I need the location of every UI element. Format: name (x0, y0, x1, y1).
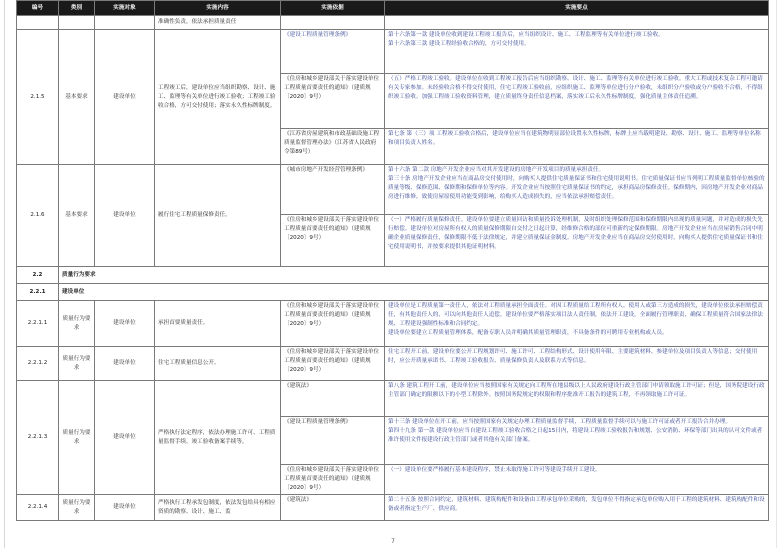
table-row (17, 301, 769, 347)
category-cell: 质量行为要求 (59, 301, 95, 347)
document-page (16, 0, 770, 548)
basis-cell: 《住房和城乡建设部关于落实建设单位工程质量首要责任的通知》（建质规〔2020〕9号） (281, 347, 385, 381)
key-points-cell: 第七条 第（三）项 工程竣工验收合格后，建设单位应当在建筑物明显部位设置永久性标牌，标牌上应当载明建设、勘察、设计、施工、监理等单位名称和项目负责人姓名。 (385, 129, 769, 165)
right-margin-line (776, 0, 777, 548)
table-row (17, 165, 769, 215)
table-row (17, 347, 769, 381)
table-row (17, 381, 769, 417)
header-basis: 实施依据 (281, 1, 385, 16)
content-cell: 工程竣工后，建设单位应当组织勘察、设计、施工、监理等有关单位进行竣工验收；工程竣工验收合格，方可交付使用；落实永久性标牌制度。 (155, 30, 281, 165)
basis-cell: 《城市房地产开发经营管理条例》 (281, 165, 385, 215)
key-points-cell: （一）建设单位要严格履行基本建设程序，禁止未取得施工许可等建设手续开工建设。 (385, 465, 769, 495)
header-category: 类别 (59, 1, 95, 16)
basis-cell: 《建设工程质量管理条例》 (281, 30, 385, 74)
row-number: 2.2.1.3 (17, 381, 59, 495)
page-number: 7 (391, 538, 395, 545)
header-no: 编号 (17, 1, 59, 16)
row-number: 2.2.1.4 (17, 495, 59, 521)
table-row (17, 30, 769, 74)
content-cell: 履行住宅工程质量保修责任。 (155, 165, 281, 267)
content-cell: 严格执行工程承发包制度，依法发包给具有相应资质的勘察、设计、施工、监 (155, 495, 281, 521)
basis-cell: 《住房和城乡建设部关于落实建设单位工程质量首要责任的通知》（建质规〔2020〕9号） (281, 301, 385, 347)
table-row (17, 495, 769, 521)
table-header-row (17, 1, 769, 16)
basis-cell: 《建设工程质量管理条例》 (281, 417, 385, 465)
category-cell: 质量行为要求 (59, 347, 95, 381)
section-row (17, 284, 769, 301)
target-cell: 建设单位 (95, 381, 155, 495)
section-number: 2.2.1 (17, 284, 59, 301)
implementation-table (16, 0, 769, 521)
left-margin-line (4, 0, 5, 548)
table-row (17, 16, 769, 30)
basis-cell: 《江苏省房屋建筑和市政基础设施工程质量监督管理办法》（江苏省人民政府令第89号） (281, 129, 385, 165)
basis-cell: 《建筑法》 (281, 495, 385, 521)
category-cell: 基本要求 (59, 165, 95, 267)
key-points-cell: 住宅工程开工前，建设单位要公开工程规划许可、施工许可、工程结构形式、设计使用年限、主要建筑材料、参建单位及项目负责人等信息；交付使用时，应公开质量承诺书、工程竣工验收报告、质量保修负责人及联系方式等信息。 (385, 347, 769, 381)
header-content: 实施内容 (155, 1, 281, 16)
target-cell: 建设单位 (95, 495, 155, 521)
section-title: 质量行为要求 (59, 267, 769, 284)
category-cell: 质量行为要求 (59, 381, 95, 495)
target-cell: 建设单位 (95, 347, 155, 381)
category-cell: 质量行为要求 (59, 495, 95, 521)
category-cell: 基本要求 (59, 30, 95, 165)
content-cell: 承担首要质量责任。 (155, 301, 281, 347)
content-cell: 住宅工程质量信息公开。 (155, 347, 281, 381)
content-cell: 准确性负责，依法承担质量责任 (155, 16, 281, 30)
target-cell: 建设单位 (95, 301, 155, 347)
section-title: 建设单位 (59, 284, 769, 301)
basis-cell: 《住房和城乡建设部关于落实建设单位工程质量首要责任的通知》（建质规〔2020〕9号） (281, 74, 385, 129)
key-points-cell: 第十六条第一款 建设单位收到建设工程竣工报告后，应当组织设计、施工、工程监理等有关单位进行竣工验收。 第十六条第三款 建设工程经验收合格的，方可交付使用。 (385, 30, 769, 74)
basis-cell: 《住房和城乡建设部关于落实建设单位工程质量首要责任的通知》（建质规〔2020〕9号） (281, 465, 385, 495)
key-points-cell: 建设单位是工程质量第一责任人，依法对工程质量承担全面责任。对因工程质量给工程所有权人、使用人或第三方造成的损失，建设单位依法承担赔偿责任，有其他责任人的，可以向其他责任人追偿。建设单位要严格落实项目法人责任制，依法开工建设，全面履行管理职责，确保工程质量符合国家法律法规、工程建设强制性标准和合同约定。 建设单位要建立工程质量管理体系，配备专职人员并明确其质量管理职责，不具备条件的可聘用专业机构或人员。 (385, 301, 769, 347)
target-cell: 建设单位 (95, 165, 155, 267)
row-number: 2.1.6 (17, 165, 59, 267)
section-number: 2.2 (17, 267, 59, 284)
basis-cell: 《建筑法》 (281, 381, 385, 417)
row-number: 2.1.5 (17, 30, 59, 165)
header-target: 实施对象 (95, 1, 155, 16)
key-points-cell: （一）严格履行质量保修责任。建设单位要建立质量回访和质量投诉处理机制，及时组织处理保修范围和保修期限内出现的质量问题，并对造成的损失先行赔偿。建设单位对房屋所有权人的质量保修期限自交付之日起计算，经维修合格的部位可重新约定保修期限。房地产开发企业应当在房屋销售合同中明确企业质量保修责任，保修期限不低于法律规定，并建立质量保证金制度。房地产开发企业应当在商品房交付使用时，向购买人提供住宅质量保证书和住宅使用说明书，并按要求提供其他证明材料。 (385, 215, 769, 267)
key-points-cell: 第十六条 第二款 房地产开发企业应当对其开发建设的房地产开发项目的质量承担责任。 第三十条 房地产开发企业应当在商品房交付使用时，向购买人提供住宅质量保证书和住宅使用说明书。住宅质量保证书应当列明工程质量监督单位核验的质量等级、保修范围、保修期和保修单位等内容。开发企业应当按照住宅质量保证书的约定，承担商品房保修责任。保修期内，因房地产开发企业对商品房进行维修，致使房屋原使用功能受到影响，给购买人造成损失的，应当依法承担赔偿责任。 (385, 165, 769, 215)
target-cell: 建设单位 (95, 30, 155, 165)
key-points-cell: 第二十五条 按照合同约定，建筑材料、建筑构配件和设备由工程承包单位采购的，发包单位不得指定承包单位购入用于工程的建筑材料、建筑构配件和设备或者指定生产厂、供应商。 (385, 495, 769, 521)
row-number: 2.2.1.2 (17, 347, 59, 381)
key-points-cell: （五）严格工程竣工验收。建设单位在收到工程竣工报告后应当组织勘察、设计、施工、监理等有关单位进行竣工验收。重大工程或技术复杂工程可邀请有关专家参加。未经验收合格不得交付使用，住宅工程竣工验收前，应组织施工、监理等单位进行分户验收，未组织分户验收或分户验收不合格，不得组织竣工验收。加强工程竣工验收资料管理，建立质量终身责任信息档案，落实竣工后永久性标牌制度，强化质量主体责任追溯。 (385, 74, 769, 129)
header-key-points: 实施要点 (385, 1, 769, 16)
key-points-cell: 第八条 建筑工程开工前，建设单位应当按照国家有关规定向工程所在地县级以上人民政府建设行政主管部门申请领取施工许可证；但是，国务院建设行政主管部门确定的限额以下的小型工程除外。按照国务院规定的权限和程序批准开工报告的建筑工程，不再领取施工许可证。 (385, 381, 769, 417)
key-points-cell: 第十三条 建设单位在开工前，应当按照国家有关规定办理工程质量监督手续，工程质量监督手续可以与施工许可证或者开工报告合并办理。 第四十九条 第一款 建设单位应当自建设工程竣工验收合格之日起15日内，将建设工程竣工验收报告和规划、公安消防、环保等部门出具的认可文件或者准许使用文件报建设行政主管部门或者其他有关部门备案。 (385, 417, 769, 465)
section-row (17, 267, 769, 284)
content-cell: 严格执行法定程序，依法办理施工许可、工程质量监督手续、竣工验收备案手续等。 (155, 381, 281, 495)
basis-cell: 《住房和城乡建设部关于落实建设单位工程质量首要责任的通知》（建质规〔2020〕9号） (281, 215, 385, 267)
row-number: 2.2.1.1 (17, 301, 59, 347)
